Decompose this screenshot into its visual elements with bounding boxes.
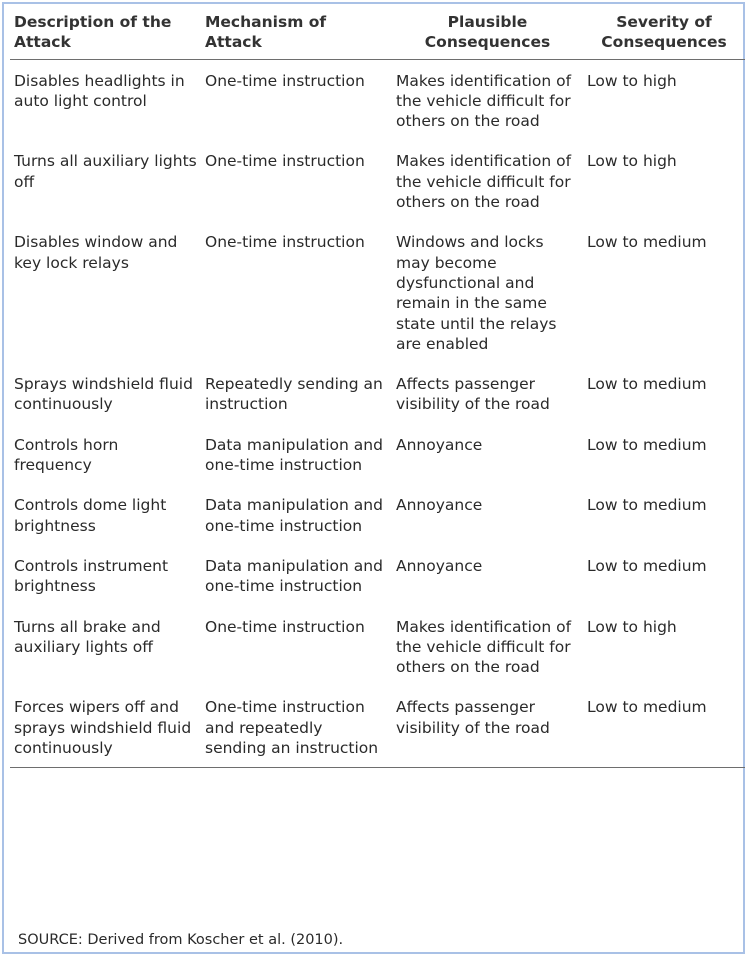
cell-mechanism: One-time instruction <box>205 617 365 636</box>
header-mechanism: Mechanism of Attack <box>205 13 327 52</box>
table-row <box>10 556 745 617</box>
header-severity: Severity of Consequences <box>601 13 727 52</box>
cell-severity: Low to medium <box>587 556 707 575</box>
table-row <box>10 495 745 556</box>
header-description: Description of the Attack <box>14 13 172 52</box>
cell-severity: Low to medium <box>587 233 707 252</box>
cell-consequences: Annoyance <box>396 496 483 515</box>
table-row <box>10 59 745 151</box>
cell-mechanism: One-time instruction <box>205 71 365 90</box>
cell-severity: Low to high <box>587 71 677 90</box>
cell-consequences: Makes identification of the vehicle difficult for others on the road <box>396 617 572 677</box>
cell-mechanism: Repeatedly sending an instruction <box>205 375 383 414</box>
cell-severity: Low to medium <box>587 435 707 454</box>
table-row <box>10 435 745 496</box>
cell-consequences: Makes identification of the vehicle difficult for others on the road <box>396 152 572 212</box>
table-row <box>10 697 745 767</box>
table-row <box>10 374 745 435</box>
cell-mechanism: One-time instruction <box>205 152 365 171</box>
cell-description: Controls dome light brightness <box>14 496 167 535</box>
table-row <box>10 617 745 698</box>
table-row <box>10 151 745 232</box>
cell-description: Sprays windshield fluid continuously <box>14 375 193 414</box>
cell-consequences: Windows and locks may become dysfunctional and remain in the same state until the relays are enabled <box>396 233 557 353</box>
cell-description: Disables headlights in auto light control <box>14 71 185 110</box>
attack-table <box>10 12 745 768</box>
cell-severity: Low to medium <box>587 698 707 717</box>
cell-description: Forces wipers off and sprays windshield fluid continuously <box>14 698 192 758</box>
cell-description: Controls instrument brightness <box>14 556 169 596</box>
cell-consequences: Annoyance <box>396 435 483 454</box>
cell-description: Turns all auxiliary lights off <box>14 152 197 191</box>
cell-severity: Low to high <box>587 152 677 171</box>
table-row <box>10 232 745 374</box>
cell-mechanism: One-time instruction and repeatedly sending an instruction <box>205 698 379 758</box>
cell-mechanism: Data manipulation and one-time instruction <box>205 496 383 535</box>
cell-consequences: Affects passenger visibility of the road <box>396 698 550 737</box>
cell-description: Controls horn frequency <box>14 435 119 475</box>
header-consequences: Plausible Consequences <box>424 13 551 52</box>
table-header-row <box>10 12 745 59</box>
cell-consequences: Makes identification of the vehicle difficult for others on the road <box>396 71 572 131</box>
cell-description: Disables window and key lock relays <box>14 233 178 272</box>
cell-severity: Low to high <box>587 617 677 636</box>
cell-severity: Low to medium <box>587 375 707 394</box>
cell-consequences: Annoyance <box>396 556 483 575</box>
source-note: SOURCE: Derived from Koscher et al. (2010). <box>18 932 344 948</box>
cell-description: Turns all brake and auxiliary lights off <box>14 617 161 656</box>
cell-mechanism: One-time instruction <box>205 233 365 252</box>
cell-severity: Low to medium <box>587 496 707 515</box>
cell-consequences: Affects passenger visibility of the road <box>396 375 550 414</box>
cell-mechanism: Data manipulation and one-time instruction <box>205 556 383 596</box>
cell-mechanism: Data manipulation and one-time instruction <box>205 435 383 475</box>
